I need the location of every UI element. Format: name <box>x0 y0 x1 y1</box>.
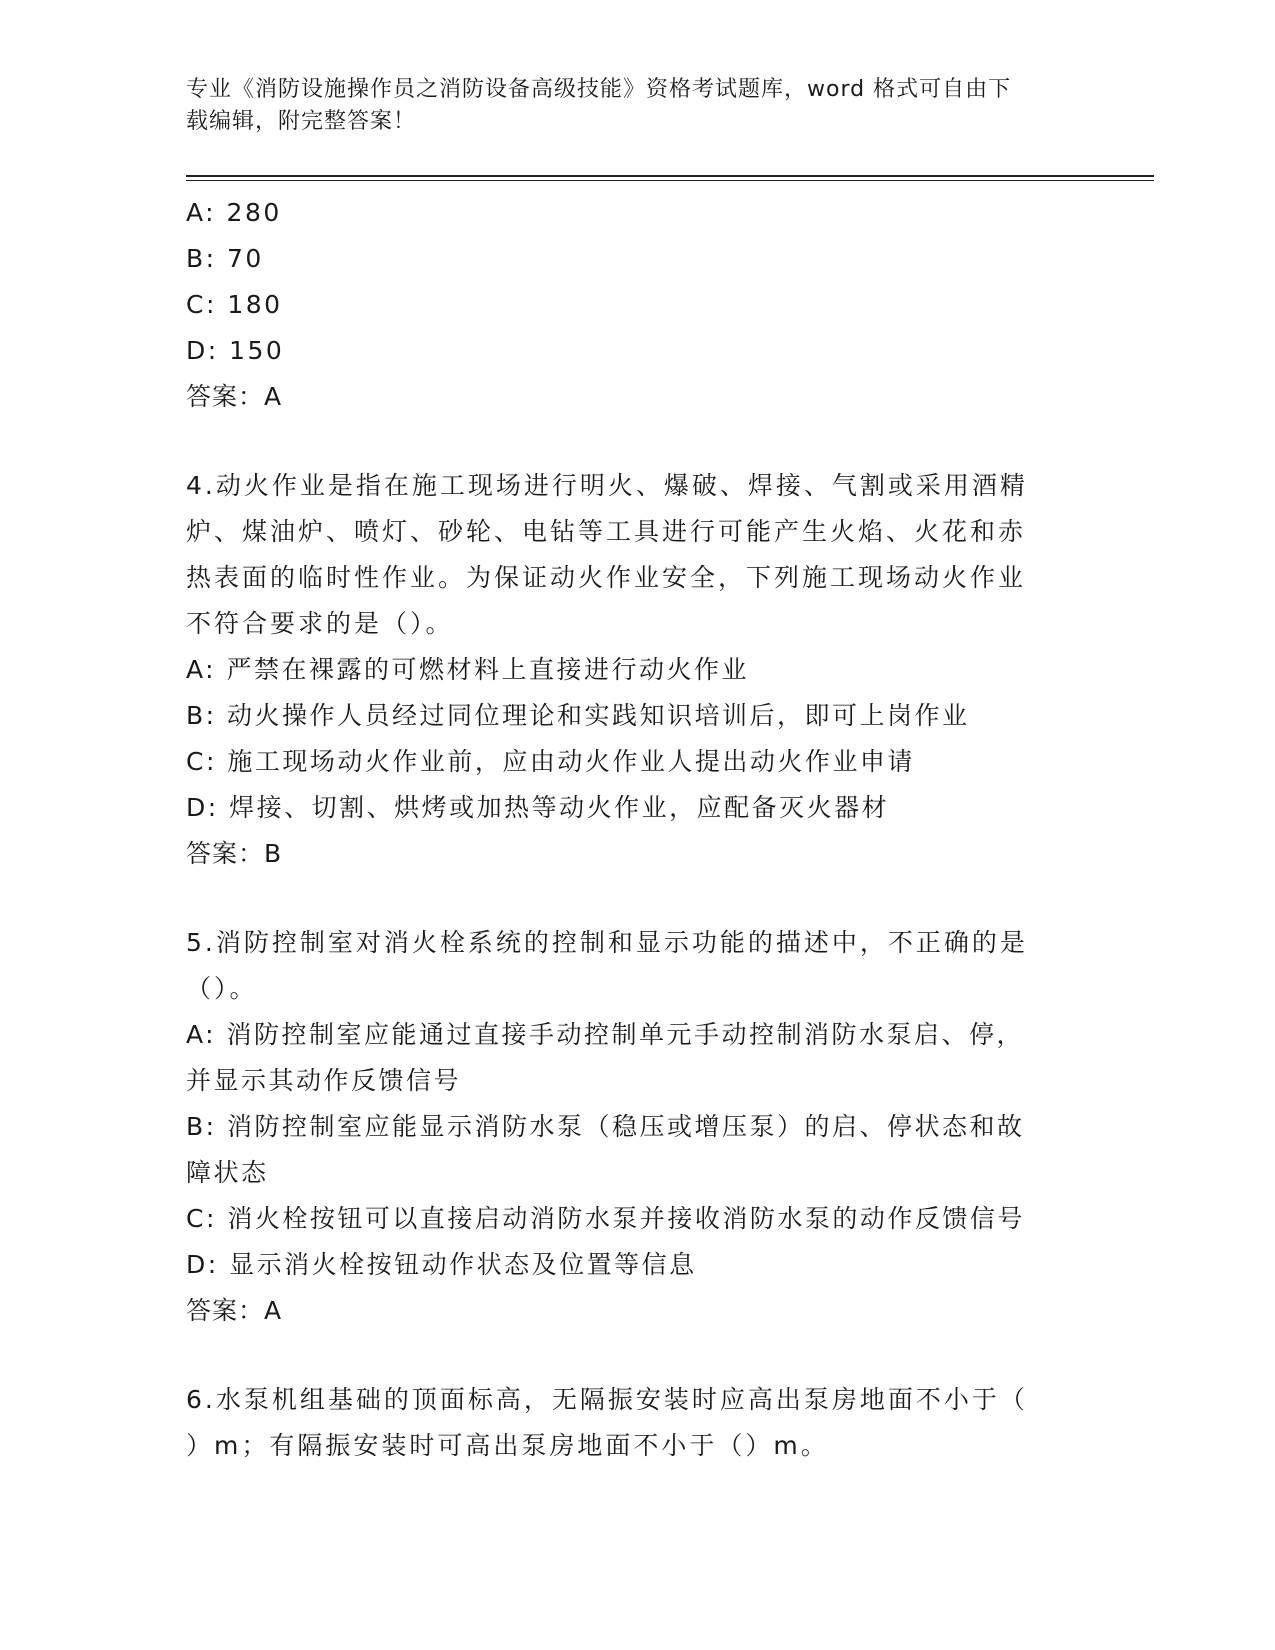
option-c: C: 施工现场动火作业前，应由动火作业人提出动火作业申请 <box>186 747 915 776</box>
header-divider-thin <box>186 180 1154 181</box>
answer: 答案：A <box>186 382 283 411</box>
answer: 答案：B <box>186 839 283 868</box>
question-line: 5.消防控制室对消火栓系统的控制和显示功能的描述中，不正确的是 <box>186 928 1028 957</box>
option-c: C: 180 <box>186 290 283 319</box>
question-4 <box>186 463 1086 877</box>
option-a-continued: 并显示其动作反馈信号 <box>186 1066 462 1095</box>
header-divider-thick <box>186 175 1154 177</box>
question-line: 不符合要求的是（）。 <box>186 609 454 638</box>
spacer <box>186 877 1086 920</box>
question-line: 热表面的临时性作业。为保证动火作业安全，下列施工现场动火作业 <box>186 563 1027 592</box>
header-line-2: 载编辑，附完整答案！ <box>186 109 417 134</box>
option-b: B: 动火操作人员经过同位理论和实践知识培训后，即可上岗作业 <box>186 701 970 730</box>
option-b: B: 消防控制室应能显示消防水泵（稳压或增压泵）的启、停状态和故 <box>186 1112 1025 1141</box>
question-line: 6.水泵机组基础的顶面标高，无隔振安装时应高出泵房地面不小于（ <box>186 1385 1028 1414</box>
question-text <box>186 1377 1086 1469</box>
option-c: C: 消火栓按钮可以直接启动消防水泵并接收消防水泵的动作反馈信号 <box>186 1204 1025 1233</box>
header-line-1: 专业《消防设施操作员之消防设备高级技能》资格考试题库，word 格式可自由下 <box>186 77 1012 102</box>
question-line: 炉、煤油炉、喷灯、砂轮、电钻等工具进行可能产生火焰、火花和赤 <box>186 517 1027 546</box>
question-5 <box>186 920 1086 1334</box>
question-line: ）m；有隔振安装时可高出泵房地面不小于（）m。 <box>186 1431 829 1460</box>
option-b: B: 70 <box>186 244 264 273</box>
spacer <box>186 1334 1086 1377</box>
question-text <box>186 920 1086 1012</box>
option-d: D: 焊接、切割、烘烤或加热等动火作业，应配备灭火器材 <box>186 793 890 822</box>
option-d: D: 显示消火栓按钮动作状态及位置等信息 <box>186 1250 697 1279</box>
question-text <box>186 463 1086 647</box>
option-d: D: 150 <box>186 336 285 365</box>
question-line: （）。 <box>186 974 258 1003</box>
document-header <box>186 74 1076 138</box>
spacer <box>186 420 1086 463</box>
answer: 答案：A <box>186 1296 283 1325</box>
option-b-continued: 障状态 <box>186 1158 269 1187</box>
option-a: A: 严禁在裸露的可燃材料上直接进行动火作业 <box>186 655 750 684</box>
option-a: A: 消防控制室应能通过直接手动控制单元手动控制消防水泵启、停， <box>186 1020 1025 1049</box>
question-6 <box>186 1377 1086 1469</box>
option-a: A: 280 <box>186 198 282 227</box>
question-3 <box>186 190 1086 420</box>
question-line: 4.动火作业是指在施工现场进行明火、爆破、焊接、气割或采用酒精 <box>186 471 1028 500</box>
question-list <box>186 190 1086 1469</box>
